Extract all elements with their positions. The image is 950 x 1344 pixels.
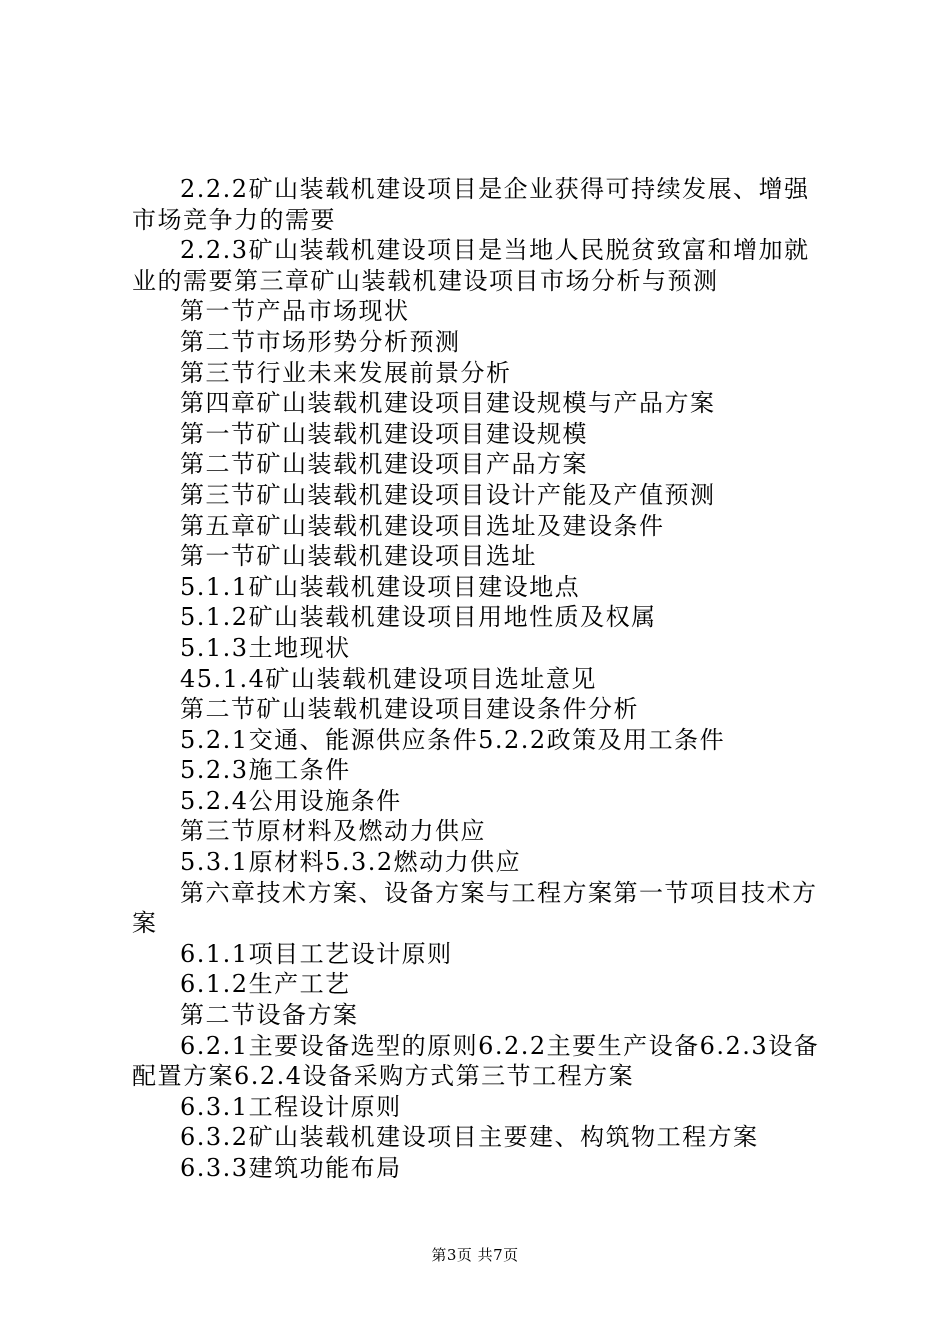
paragraph-23: 6.1.1项目工艺设计原则 — [180, 939, 453, 968]
paragraph-24: 6.1.2生产工艺 — [180, 970, 351, 999]
paragraph-2: 2.2.3矿山装载机建设项目是当地人民脱贫致富和增加就业的需要第三章矿山装载机建设项目市场分析与预测 — [132, 236, 810, 295]
paragraph-16: 第二节矿山装载机建设项目建设条件分析 — [180, 695, 639, 724]
page-number-footer: 第3页 共7页 — [431, 1246, 519, 1264]
paragraph-19: 5.2.4公用设施条件 — [180, 786, 402, 815]
paragraph-9: 第三节矿山装载机建设项目设计产能及产值预测 — [180, 480, 716, 509]
paragraph-29: 6.3.3建筑功能布局 — [180, 1154, 402, 1182]
paragraph-4: 第二节市场形势分析预测 — [180, 327, 461, 356]
document-body — [132, 174, 832, 1184]
paragraph-14: 5.1.3土地现状 — [180, 633, 351, 662]
paragraph-21: 5.3.1原材料5.3.2燃动力供应 — [180, 848, 522, 877]
paragraph-15: 45.1.4矿山装载机建设项目选址意见 — [180, 664, 597, 693]
paragraph-8: 第二节矿山装载机建设项目产品方案 — [180, 450, 588, 479]
paragraph-10: 第五章矿山装载机建设项目选址及建设条件 — [180, 511, 665, 540]
paragraph-13: 5.1.2矿山装载机建设项目用地性质及权属 — [180, 603, 657, 632]
paragraph-11: 第一节矿山装载机建设项目选址 — [180, 542, 537, 571]
paragraph-7: 第一节矿山装载机建设项目建设规模 — [180, 419, 588, 448]
paragraph-3: 第一节产品市场现状 — [180, 297, 410, 326]
paragraph-17: 5.2.1交通、能源供应条件5.2.2政策及用工条件 — [180, 725, 726, 754]
paragraph-6: 第四章矿山装载机建设项目建设规模与产品方案 — [180, 389, 716, 418]
paragraph-27: 6.3.1工程设计原则 — [180, 1092, 402, 1121]
paragraph-12: 5.1.1矿山装载机建设项目建设地点 — [180, 572, 581, 601]
paragraph-18: 5.2.3施工条件 — [180, 756, 351, 785]
paragraph-28: 6.3.2矿山装载机建设项目主要建、构筑物工程方案 — [180, 1123, 759, 1152]
paragraph-26: 6.2.1主要设备选型的原则6.2.2主要生产设备6.2.3设备配置方案6.2.4设备采购方式第三节工程方案 — [132, 1031, 820, 1091]
paragraph-22: 第六章技术方案、设备方案与工程方案第一节项目技术方案 — [132, 878, 818, 938]
paragraph-20: 第三节原材料及燃动力供应 — [180, 817, 486, 846]
paragraph-1: 2.2.2矿山装载机建设项目是企业获得可持续发展、增强市场竞争力的需要 — [132, 175, 810, 234]
paragraph-25: 第二节设备方案 — [180, 1001, 359, 1030]
paragraph-5: 第三节行业未来发展前景分析 — [180, 358, 512, 387]
